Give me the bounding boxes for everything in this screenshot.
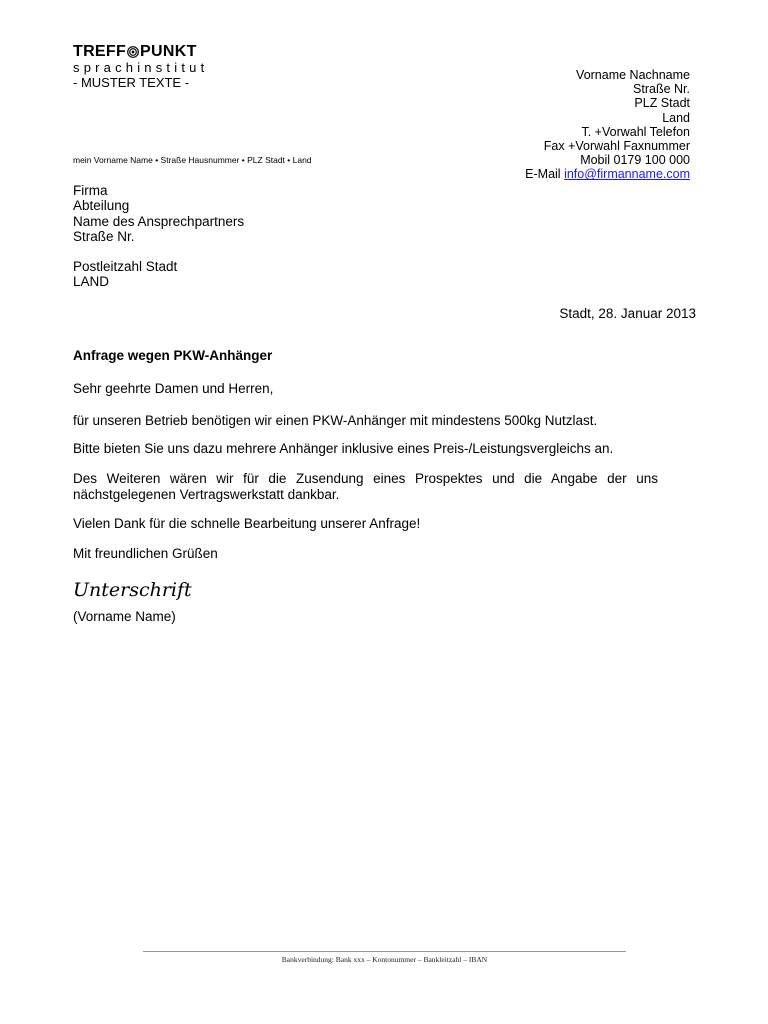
signer-name: (Vorname Name) <box>73 609 176 624</box>
letter-date: Stadt, 28. Januar 2013 <box>559 306 696 321</box>
signature: Unterschrift <box>73 579 192 601</box>
footer-bank-details: Bankverbindung: Bank xxx – Kontonummer – Bankleitzahl – IBAN <box>281 955 488 964</box>
letter-paragraph-2: Bitte bieten Sie uns dazu mehrere Anhänger inklusive eines Preis-/Leistungsvergleichs an. <box>73 441 614 456</box>
sender-name: Vorname Nachname <box>576 68 690 82</box>
company-logo <box>73 43 273 90</box>
target-icon <box>127 46 139 58</box>
letter-subject: Anfrage wegen PKW-Anhänger <box>73 348 273 363</box>
logo-subtitle: sprachinstitut <box>73 60 209 75</box>
recipient-contact: Name des Ansprechpartners <box>73 213 245 229</box>
recipient-spacer <box>73 244 244 259</box>
letter-paragraph-4: Vielen Dank für die schnelle Bearbeitung unserer Anfrage! <box>73 516 421 531</box>
letter-closing: Mit freundlichen Grüßen <box>73 546 218 561</box>
sender-street: Straße Nr. <box>633 82 690 97</box>
logo-word-right: PUNKT <box>140 43 197 60</box>
recipient-department: Abteilung <box>73 198 130 214</box>
return-address-line: mein Vorname Name • Straße Hausnummer • PLZ Stadt • Land <box>73 155 312 165</box>
sender-email-label: E-Mail <box>525 167 565 182</box>
letter-paragraph-1: für unseren Betrieb benötigen wir einen PKW-Anhänger mit mindestens 500kg Nutzlast. <box>73 413 598 428</box>
recipient-company: Firma <box>73 183 108 198</box>
sender-phone: T. +Vorwahl Telefon <box>581 124 690 139</box>
sender-fax: Fax +Vorwahl Faxnummer <box>543 139 690 154</box>
recipient-postal-city: Postleitzahl Stadt <box>73 259 178 275</box>
sender-mobile: Mobil 0179 100 000 <box>580 153 690 168</box>
sender-country: Land <box>662 110 690 125</box>
recipient-street: Straße Nr. <box>73 228 135 244</box>
recipient-address <box>73 183 244 290</box>
sender-email-line <box>525 167 690 181</box>
logo-word-left: TREFF <box>73 43 127 60</box>
footer-divider <box>143 951 626 952</box>
logo-wordmark <box>73 43 273 61</box>
sender-email-link[interactable]: info@firmanname.com <box>564 167 690 182</box>
sender-city: PLZ Stadt <box>634 96 690 111</box>
letter-paragraph-3: Des Weiteren wären wir für die Zusendung eines Prospektes und die Angabe der uns nächstgelegenen Vertragswerkstatt dankbar. <box>73 471 658 502</box>
template-note: - MUSTER TEXTE - <box>73 75 190 90</box>
recipient-country: LAND <box>73 274 110 290</box>
sender-address <box>525 68 690 182</box>
letter-salutation: Sehr geehrte Damen und Herren, <box>73 381 274 396</box>
